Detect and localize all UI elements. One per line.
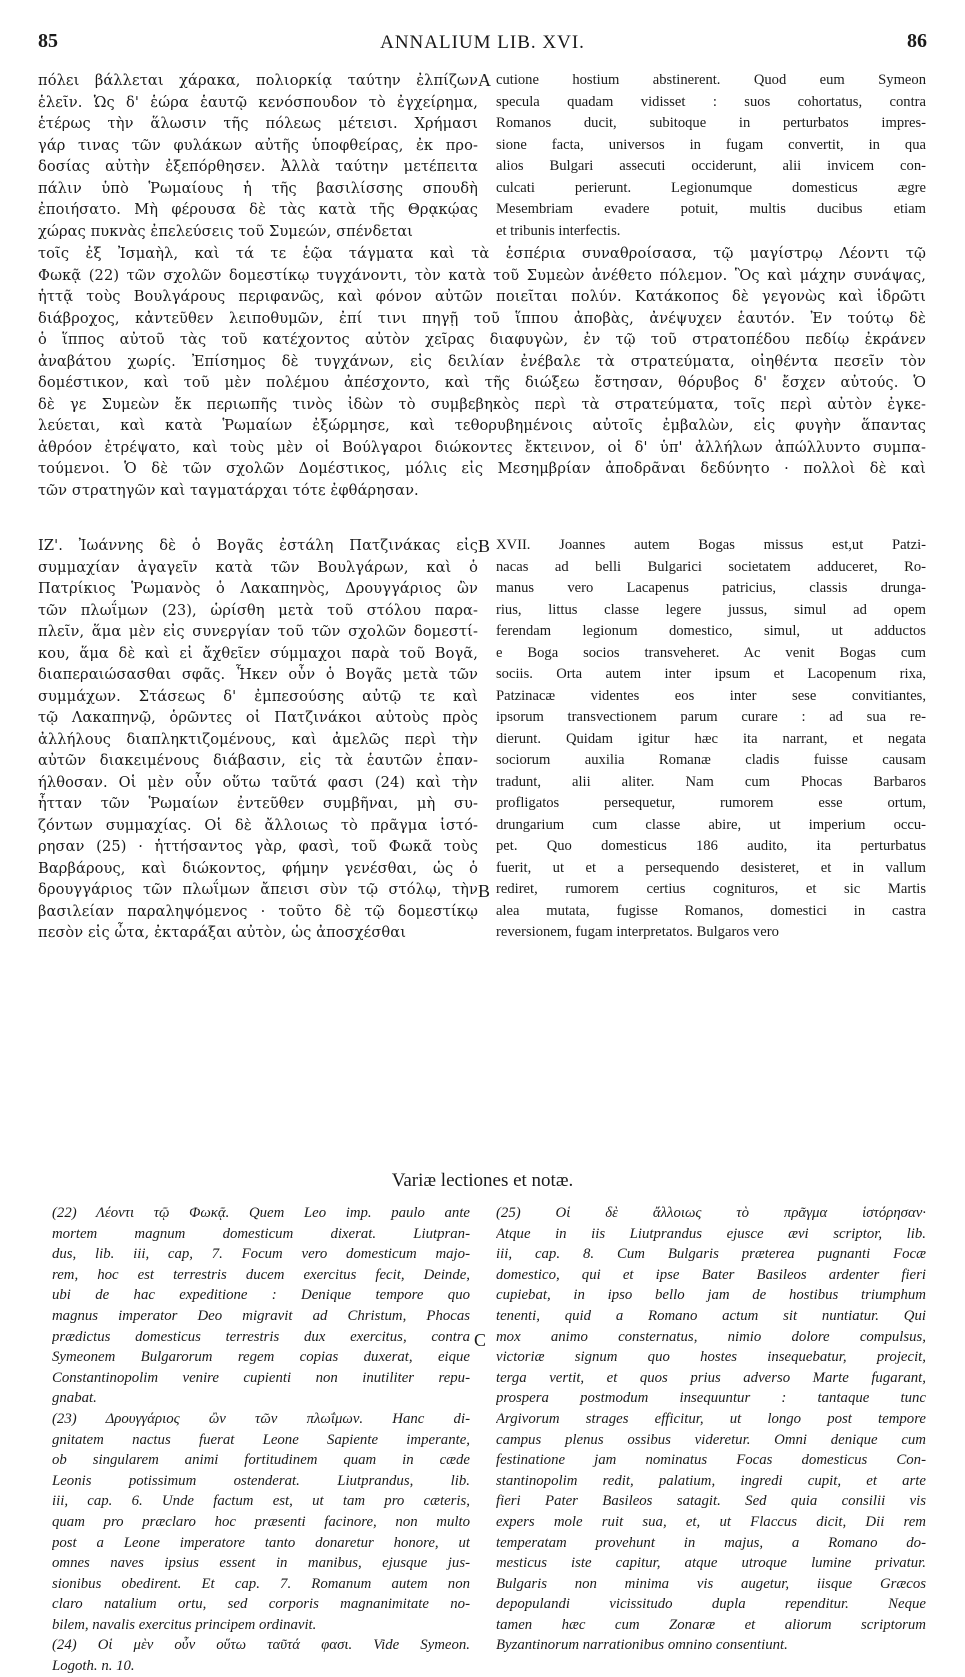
- text-line: specula quadam vidisset : suos cohortatus, contra: [496, 93, 926, 110]
- text-line: ferendam legionum domestico, simul, ut adductos: [496, 623, 926, 639]
- text-line: sociorum auxilia Romanæ cladis fuisse causam: [496, 752, 926, 768]
- text-line: profligatos persequetur, rumorem esse ortum,: [496, 795, 926, 811]
- text-line: δὲ γε Συμεὼν ἔκ περιωπῆς τινὸς ἰδὼν τὸ συμβεβηκὸς περὶ τὰ στρατεύματα, τοῖς περὶ αὐτὸν ἐγκε-: [38, 395, 926, 413]
- text-line: dierunt. Quidam igitur hæc ita narrant, et negata: [496, 730, 926, 747]
- text-line: συμμαχίαν ἀγαγεῖν κατὰ τῶν Βουλγάρων, καὶ ὁ: [38, 558, 478, 576]
- note-line: bilem, navalis exercitus principem ordinavit.: [52, 1616, 317, 1633]
- text-line: Φωκᾷ (22) τῶν σχολῶν δομεστίκῳ τυγχάνοντι, τὸν κατὰ τοῦ Συμεὼν ἀνέθετο πόλεμον. Ὃς καὶ μάχην συνάψας,: [38, 266, 926, 284]
- text-line: ἀναβάτου χωρίς. Ἐπίσημος δὲ τυγχάνων, εἰς δειλίαν ἐνέβαλε τὰ στρατεύματα, οἰηθέντα πεσεῖν τὸν: [38, 352, 926, 370]
- text-line: λεύεται, καὶ κατὰ Ῥωμαίων ἐξώρμησε, καὶ τεθορυβημένοις αὐτοῖς ἐμβαλὼν, εἰς φυγὴν ἅπαντας: [38, 417, 926, 434]
- text-line: χώρας πυκνὰς ἐπελεύσεις τοῦ Συμεών, σπένδεται: [38, 222, 413, 240]
- text-line: manus vero Lacapenus patricius, classis drunga-: [496, 580, 926, 596]
- text-line: ἧτταν τῶν Ῥωμαίων ἐντεῦθεν συμβῆναι, μὴ συ-: [38, 795, 478, 812]
- text-line: τούμενοι. Ὁ δὲ τῶν σχολῶν Δομέστικος, μόλις εἰς Μεσημβρίαν ἀποδρᾶναι δεδύνητο · πολλοὶ δὲ καὶ: [38, 460, 926, 477]
- text-line: πλεῖν, ἅμα μὲν εἰς συνεργίαν τοῦ τῶν σχολῶν δομεστί-: [38, 623, 478, 640]
- note-line: victoriæ signum quo hostes insequebatur, projecit,: [496, 1349, 926, 1366]
- note-line: tamen hæc cum Zonaræ et aliorum scriptorum: [496, 1616, 926, 1633]
- note-line: prædictus domesticus terrestris dux exercitus, contra: [52, 1328, 470, 1345]
- text-line: ρησαν (25) · ἡττήσαντος γὰρ, φασὶ, τοῦ Φωκᾶ τοὺς: [38, 838, 478, 855]
- text-line: Patzinacæ videntes eos inter sese convitiantes,: [496, 687, 926, 704]
- text-line: ἀλλήλους διαπληκτιζομένους, καὶ ἀμελῶς περὶ τὴν: [38, 730, 478, 748]
- notes-column-right: [496, 1203, 926, 1656]
- note-line: cupiebat, in ipso bello jam de hostibus triumphum: [496, 1287, 926, 1304]
- text-line: ἑλεῖν. Ὡς δ' ἑώρα ἑαυτῷ κενόσπουδον τὸ ἐγχείρημα,: [38, 93, 478, 111]
- text-line: alea mutata, fugisse Romanos, domestici in castra: [496, 902, 926, 919]
- text-line: γάρ τινας τῶν φυλάκων αὐτῆς ὑποφθείρας, ἐκ προ-: [38, 136, 478, 154]
- text-line: ἡττᾷ τοὺς Βουλγάρους περιφανῶς, καὶ φόνον αὐτῶν ποιεῖται πολύν. Κατάκοπος δὲ γεγονὼς καὶ ἱδρῶτι: [38, 288, 926, 305]
- note-line: omnes naves ipsius essent in manibus, ejusque jus-: [52, 1555, 470, 1572]
- note-line: campus plenus ossibus videretur. Omni denique cum: [496, 1431, 926, 1448]
- text-line: Βαρβάρους, καὶ διώκοντος, φήμην γενέσθαι, ὡς ὁ: [38, 859, 478, 877]
- text-line: αὐτῶν διακειμένους διάβασιν, εἰς τὰ ἑαυτῶν ἐπαν-: [38, 752, 478, 769]
- text-line: Mesembriam evadere potuit, multis ducibus etiam: [496, 201, 926, 217]
- text-line: δρουγγάριος τῶν πλωΐμων ἄπεισι σὺν τῷ στόλῳ, τὴν: [38, 881, 478, 898]
- note-line: Logoth. n. 10.: [52, 1658, 135, 1675]
- greek-fullwidth-passage: [38, 243, 926, 501]
- text-line: Romanos ducit, subitoque in perturbatos impres-: [496, 115, 926, 131]
- text-line: τῶν πλωΐμων (23), ὡρίσθη μετὰ τοῦ στόλου παρα-: [38, 601, 478, 619]
- text-line: ἑτέρως τὴν ἅλωσιν τῆς πόλεως μέτεισι. Χρήμασι: [38, 115, 478, 132]
- margin-marker-b2: B: [478, 881, 491, 901]
- note-line: ob singularem animi fortitudinem quam in cæde: [52, 1452, 470, 1469]
- text-line: τοῖς ἐξ Ἰσμαὴλ, καὶ τά τε ἑῷα τάγματα καὶ τὰ ἑσπέρια συναθροίσασα, τῷ μαγίστρῳ Λέοντι τῷ: [38, 245, 926, 262]
- notes-heading: Variæ lectiones et notæ.: [391, 1170, 574, 1191]
- running-title: ANNALIUM LIB. XVI.: [380, 32, 585, 53]
- note-line: prospera postmodum insequuntur : tantaque tunc: [496, 1390, 926, 1407]
- text-line: ἐποιήσατο. Μὴ φέρουσα δὲ τὰς κατὰ τῆς Θρᾳκῴας: [38, 201, 478, 218]
- note-line: mortem magnum domesticum dixerat. Liutpran-: [52, 1225, 470, 1242]
- text-line: XVII. Joannes autem Bogas missus est,ut Patzi-: [496, 537, 926, 553]
- text-line: reversionem, fugam interpretatos. Bulgaros vero: [496, 924, 779, 940]
- text-line: tradunt, alii aliter. Nam cum Phocas Barbaros: [496, 773, 926, 790]
- note-line: quam pro præclaro hoc præsenti facinore, non multo: [52, 1513, 470, 1530]
- text-line: πεσὸν εἰς ὦτα, ἐκταράξαι αὐτὸν, ὡς ἀποσχέσθαι: [38, 924, 407, 941]
- note-line: tenenti, quid a Romano actum sit nuntiatur. Qui: [496, 1307, 926, 1324]
- text-line: rius, littus classe legere jussus, simul ad opem: [496, 601, 926, 618]
- text-line: cutione hostium abstinerent. Quod eum Symeon: [496, 72, 926, 88]
- text-line: διαπεραιώσασθαι σφᾶς. Ἧκεν οὖν ὁ Βογᾶς μετὰ τῶν: [38, 666, 478, 683]
- text-line: fuerit, ut et a persequendo desisteret, et in vallum: [496, 859, 926, 876]
- note-line: Constantinopolim venire cupienti non inutiliter repu-: [52, 1369, 470, 1386]
- text-line: δομέστικον, καὶ τοῦ μὲν πολέμου ἀπέσχοντο, καὶ τῆς διώξεω ἔστησαν, θόρυβος δ' ἔσχεν αὐτούς. Ὁ: [38, 374, 926, 391]
- note-line: Leonis potissimum ostenderat. Liutprandus, lib.: [52, 1472, 470, 1489]
- note-line: post a Leone imperatore tanto donaretur honore, ut: [52, 1534, 470, 1551]
- text-line: δοσίας αὐτὴν ἐξεπόρθησεν. Ἀλλὰ ταύτην μετέπειτα: [38, 158, 478, 175]
- text-line: pet. Quo domesticus 186 audito, ita perturbatus: [496, 838, 926, 854]
- note-line: magnus imperator Deo migravit ad Christum, Phocas: [52, 1307, 470, 1324]
- margin-marker-a: A: [478, 70, 491, 90]
- note-line: claro natalium ortu, sed corporis magnanimitate no-: [52, 1596, 470, 1613]
- note-line: domestico, qui et ipse Bater Basileos ardenter fieri: [496, 1266, 926, 1283]
- notes-column-left: [52, 1203, 470, 1677]
- text-line: rediret, rumorem certius cognituros, et sic Martis: [496, 881, 926, 897]
- note-line: mesticus iste capitur, atque utroque lumine privatur.: [496, 1555, 926, 1572]
- note-line: expers mole ruit sua, et, ut Flaccus dicit, Dii rem: [496, 1513, 926, 1530]
- note-line: ubi de hac expeditione : Denique tempore quo: [52, 1287, 470, 1304]
- note-line: Argivorum strages efficitur, ut longo post tempore: [496, 1410, 926, 1427]
- note-line: (25) Οἱ δὲ ἄλλοιως τὸ πρᾶγμα ἱστόρησαν·: [496, 1205, 926, 1221]
- note-line: temperatam provehunt in majus, a Romano do-: [496, 1534, 926, 1551]
- note-line: depopulandi vicissitudo dupla rependitur. Neque: [496, 1596, 926, 1613]
- running-header: [38, 30, 927, 58]
- text-line: alios Bulgari assecuti occiderunt, alii invicem con-: [496, 158, 926, 174]
- page-number-left: 85: [38, 30, 58, 52]
- greek-column-middle: [38, 535, 478, 944]
- text-line: sociis. Orta autem inter ipsum et Lacopenum rixa,: [496, 666, 926, 682]
- latin-column-middle: [496, 535, 926, 944]
- text-line: τῷ Λακαπηνῷ, ὁρῶντες οἱ Πατζινάκοι αὐτοὺς πρὸς: [38, 709, 478, 726]
- text-line: πόλει βάλλεται χάρακα, πολιορκίᾳ ταύτην ἐλπίζων: [38, 72, 478, 89]
- margin-marker-b1: B: [478, 536, 491, 556]
- text-line: nacas ad belli Bulgarici societatem adduceret, Ro-: [496, 558, 926, 575]
- note-line: Byzantinorum narrationibus omnino consentiunt.: [496, 1637, 788, 1654]
- note-line: Atque in iis Liutprandus ejusce ævi scriptor, lib.: [496, 1225, 926, 1242]
- note-line: (23) Δρουγγάριος ὢν τῶν πλωΐμων. Hanc di-: [52, 1410, 470, 1427]
- note-line: Symeonem Bulgarorum regem copias duxerat, eique: [52, 1349, 470, 1366]
- note-line: (24) Οἱ μὲν οὖν οὕτω ταῦτά φασι. Vide Symeon.: [52, 1637, 470, 1654]
- margin-marker-c: C: [474, 1330, 487, 1350]
- text-line: πάλιν ὑπὸ Ῥωμαίους ἡ τῆς βασιλίσσης σπουδὴ: [38, 179, 478, 197]
- note-line: festinatione jam nominatus Focas domesticus Con-: [496, 1452, 926, 1469]
- text-line: ζόντων συμμαχίας. Οἱ δὲ ἄλλοιως τὸ πρᾶγμα ἱστό-: [38, 816, 478, 834]
- text-line: συμμάχων. Στάσεως δ' ἐμπεσούσης αὐτῷ τε καὶ: [38, 687, 478, 705]
- text-line: drungarium cum classe abire, ut imperium occu-: [496, 816, 926, 833]
- text-line: βασιλείαν παραληψόμενος · τοῦτο δὲ τῷ δομεστίκῳ: [38, 902, 478, 920]
- page-number-right: 86: [907, 30, 927, 52]
- note-line: terga vertit, et quos prius adverso Marte fugarant,: [496, 1369, 926, 1386]
- latin-column-top: [496, 70, 926, 242]
- note-line: gnabat.: [52, 1390, 97, 1407]
- text-line: ipsorum transvectionem parum curare : ad sua re-: [496, 709, 926, 725]
- greek-column-top: [38, 70, 478, 242]
- note-line: dus, lib. iii, cap, 7. Focum vero domesticum majo-: [52, 1246, 470, 1263]
- note-line: iii, cap. 8. Cum Bulgaris præterea pugnanti Focæ: [496, 1246, 926, 1263]
- text-line: διάβροχος, κἀντεῦθεν λειποθυμῶν, ἐπί τινι πηγῇ τοῦ ἵππου ἀποβὰς, ἀνέψυχεν ἑαυτόν. Ἐν τούτῳ δὲ: [38, 309, 926, 327]
- text-line: culcati perierunt. Legionumque domesticus ægre: [496, 179, 926, 196]
- text-line: ήλθοσαν. Οἱ μὲν οὖν οὕτω ταῦτά φασι (24) καὶ τὴν: [38, 773, 478, 791]
- text-line: κου, ἅμα δὲ καὶ εἰ ἄχθεῖεν σύμμαχοι παρὰ τοῦ Βογᾶ,: [38, 644, 478, 662]
- text-line: ἀθρόον ἐτρέψατο, καὶ τοὺς μὲν οἱ Βούλγαροι διώκοντες ἔκτεινον, οἱ δ' ὑπ' ἀλλήλων ἀπώλλυντο συμπα-: [38, 438, 926, 456]
- text-line: et tribunis interfectis.: [496, 222, 621, 239]
- text-line: ὁ ἵππος αὐτοῦ τὰς τοῦ κατέχοντος αὐτὸν χεῖρας διαφυγὼν, ἐν τῷ τοῦ στρατοπέδου πεδίῳ ἐκράνεν: [38, 331, 926, 348]
- note-line: stantinopolim redit, palatium, ingredi cupit, et arte: [496, 1472, 926, 1489]
- text-line: Πατρίκιος Ῥωμανὸς ὁ Λακαπηνὸς, Δρουγγάριος ὢν: [38, 580, 478, 597]
- note-line: (22) Λέοντι τῷ Φωκᾷ. Quem Leo imp. paulo ante: [52, 1205, 470, 1221]
- note-line: Bulgaris non minima vis augetur, iisque Græcos: [496, 1575, 926, 1592]
- note-line: iii, cap. 6. Unde factum est, ut tam pro cæteris,: [52, 1493, 470, 1510]
- note-line: sionibus obedirent. Et cap. 7. Romanum autem non: [52, 1575, 470, 1592]
- text-line: τῶν στρατηγῶν καὶ ταγματάρχαι τότε ἐφθάρησαν.: [38, 481, 419, 499]
- note-line: fieri Pater Basileos satagit. Sed quia consilii vis: [496, 1493, 926, 1510]
- note-line: gnitatem nactus fuerat Leone Sapiente imperante,: [52, 1431, 470, 1448]
- note-line: rem, hoc est terrestris ducem exercitus fecit, Deinde,: [52, 1266, 470, 1283]
- text-line: sione facta, universos in fugam convertit, in qua: [496, 136, 926, 153]
- text-line: ΙΖ'. Ἰωάννης δὲ ὁ Βογᾶς ἐστάλη Πατζινάκας εἰς: [38, 537, 478, 554]
- note-line: mox animo consternatus, nimio dolore compulsus,: [496, 1328, 926, 1345]
- text-line: e Boga socios transveheret. Ac venit Bogas cum: [496, 644, 926, 661]
